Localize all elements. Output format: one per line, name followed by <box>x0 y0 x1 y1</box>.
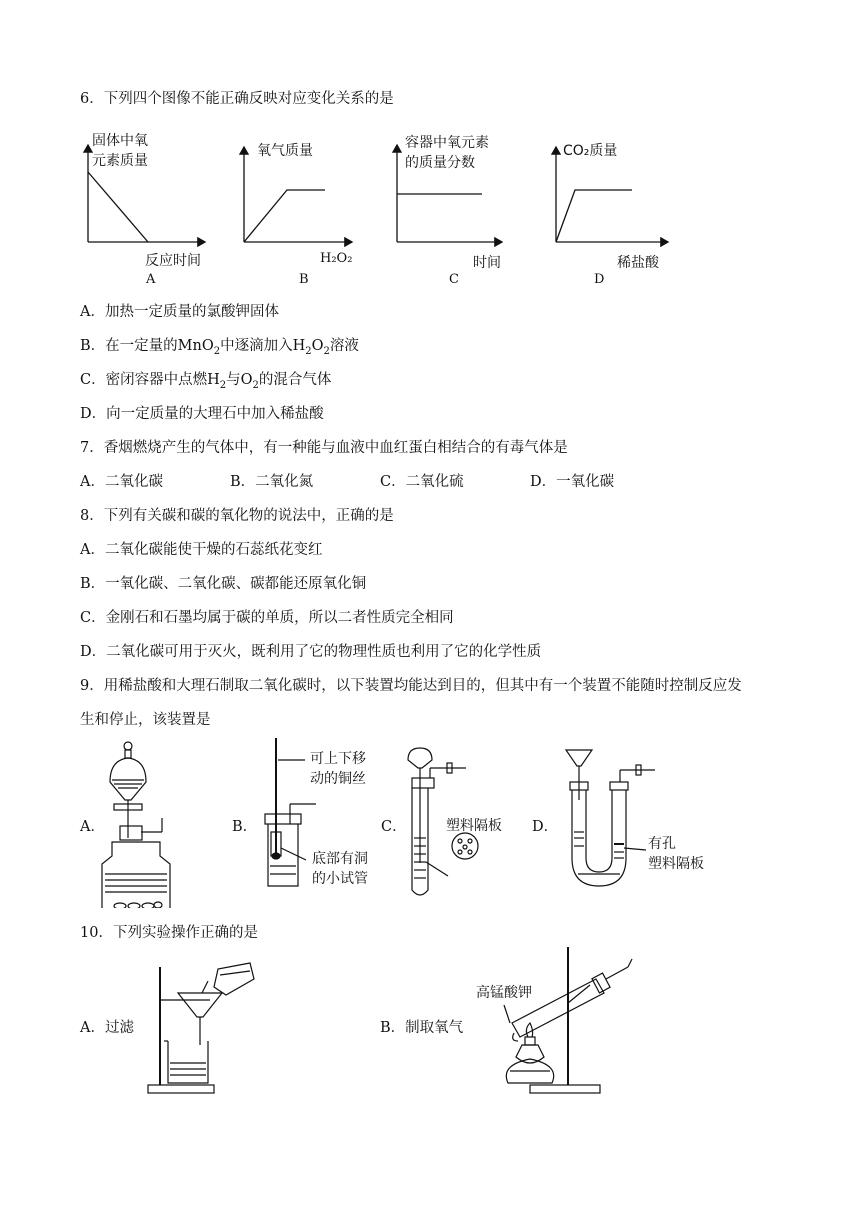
graph-a-letter: A <box>146 272 156 287</box>
q9-ann-d2: 塑料隔板 <box>648 856 704 872</box>
q6-option-c: C．密闭容器中点燃$H_2$与$O_2$的混合气体 <box>80 372 332 391</box>
q9-stem-1: 9．用稀盐酸和大理石制取二氧化碳时，以下装置均能达到目的，但其中有一个装置不能随时控制反应发 <box>80 678 742 694</box>
graph-d-line <box>556 190 632 242</box>
q9-ann-b1: 可上下移 <box>310 751 366 767</box>
graph-b-line <box>244 190 325 242</box>
q6-stem: 6．下列四个图像不能正确反映对应变化关系的是 <box>80 91 394 107</box>
q8-option-b: B．一氧化碳、二氧化碳、碳都能还原氧化铜 <box>80 576 367 592</box>
q7-option-a: A．二氧化碳 <box>80 474 163 490</box>
q10-stem: 10．下列实验操作正确的是 <box>80 925 258 941</box>
q6-graphs <box>0 125 860 305</box>
graph-c-letter: C <box>449 272 459 287</box>
q9-ann-b2: 动的铜丝 <box>310 771 366 787</box>
q10-option-b: B．制取氧气 <box>380 1020 464 1036</box>
graph-a-line <box>88 172 148 242</box>
q9-ann-b3: 底部有洞 <box>312 851 368 867</box>
graph-a-xlabel: 反应时间 <box>145 253 201 269</box>
q8-option-d: D．二氧化碳可用于灭火，既利用了它的物理性质也利用了它的化学性质 <box>80 644 542 660</box>
q10-option-a: A．过滤 <box>80 1020 134 1036</box>
q7-option-d: D．一氧化碳 <box>530 474 615 490</box>
graph-a-ylabel-2: 元素质量 <box>92 153 148 169</box>
q8-option-a: A．二氧化碳能使干燥的石蕊纸花变红 <box>80 542 323 558</box>
q9-ann-b4: 的小试管 <box>312 871 368 887</box>
q7-option-b: B．二氧化氮 <box>230 474 314 490</box>
graph-a-ylabel-1: 固体中氧 <box>92 133 148 149</box>
q9-label-d: D． <box>532 819 559 835</box>
graph-d-xlabel: 稀盐酸 <box>617 255 659 271</box>
filtration-setup <box>148 963 254 1093</box>
q9-label-b: B． <box>232 819 258 835</box>
q9-label-c: C． <box>381 819 407 835</box>
graph-b-xlabel: H₂O₂ <box>320 251 353 266</box>
q9-apparatus <box>0 738 860 908</box>
apparatus-b <box>265 738 316 886</box>
graph-c-ylabel-2: 的质量分数 <box>405 155 475 171</box>
q6-option-a: A．加热一定质量的氯酸钾固体 <box>80 304 279 320</box>
q7-option-c: C．二氧化硫 <box>380 474 464 490</box>
q9-stem-2: 生和停止，该装置是 <box>80 712 211 728</box>
q9-ann-c: 塑料隔板 <box>446 818 502 834</box>
graph-b <box>244 147 352 242</box>
q10-apparatus <box>0 945 860 1105</box>
oxygen-setup <box>504 947 632 1093</box>
q9-ann-d1: 有孔 <box>648 836 676 852</box>
q6-option-d: D．向一定质量的大理石中加入稀盐酸 <box>80 406 324 422</box>
q10-ann-b: 高锰酸钾 <box>476 985 532 1001</box>
graph-d <box>556 147 668 242</box>
graph-d-ylabel: CO₂质量 <box>563 143 618 159</box>
q6-option-b: B．在一定量的MnO$_2$中逐滴加入$H_2O_2$溶液 <box>80 338 359 357</box>
graph-c-xlabel: 时间 <box>473 255 501 271</box>
q8-stem: 8．下列有关碳和碳的氧化物的说法中，正确的是 <box>80 508 394 524</box>
q9-label-a: A． <box>80 819 105 835</box>
graph-d-letter: D <box>594 272 605 287</box>
q7-stem: 7．香烟燃烧产生的气体中，有一种能与血液中血红蛋白相结合的有毒气体是 <box>80 440 568 456</box>
apparatus-d <box>566 750 655 886</box>
graph-c-ylabel-1: 容器中氧元素 <box>405 135 489 151</box>
q7-options <box>80 472 680 492</box>
apparatus-a <box>102 742 170 908</box>
graph-b-letter: B <box>299 272 309 287</box>
q8-option-c: C．金刚石和石墨均属于碳的单质，所以二者性质完全相同 <box>80 610 454 626</box>
graph-b-ylabel: 氧气质量 <box>257 143 313 159</box>
